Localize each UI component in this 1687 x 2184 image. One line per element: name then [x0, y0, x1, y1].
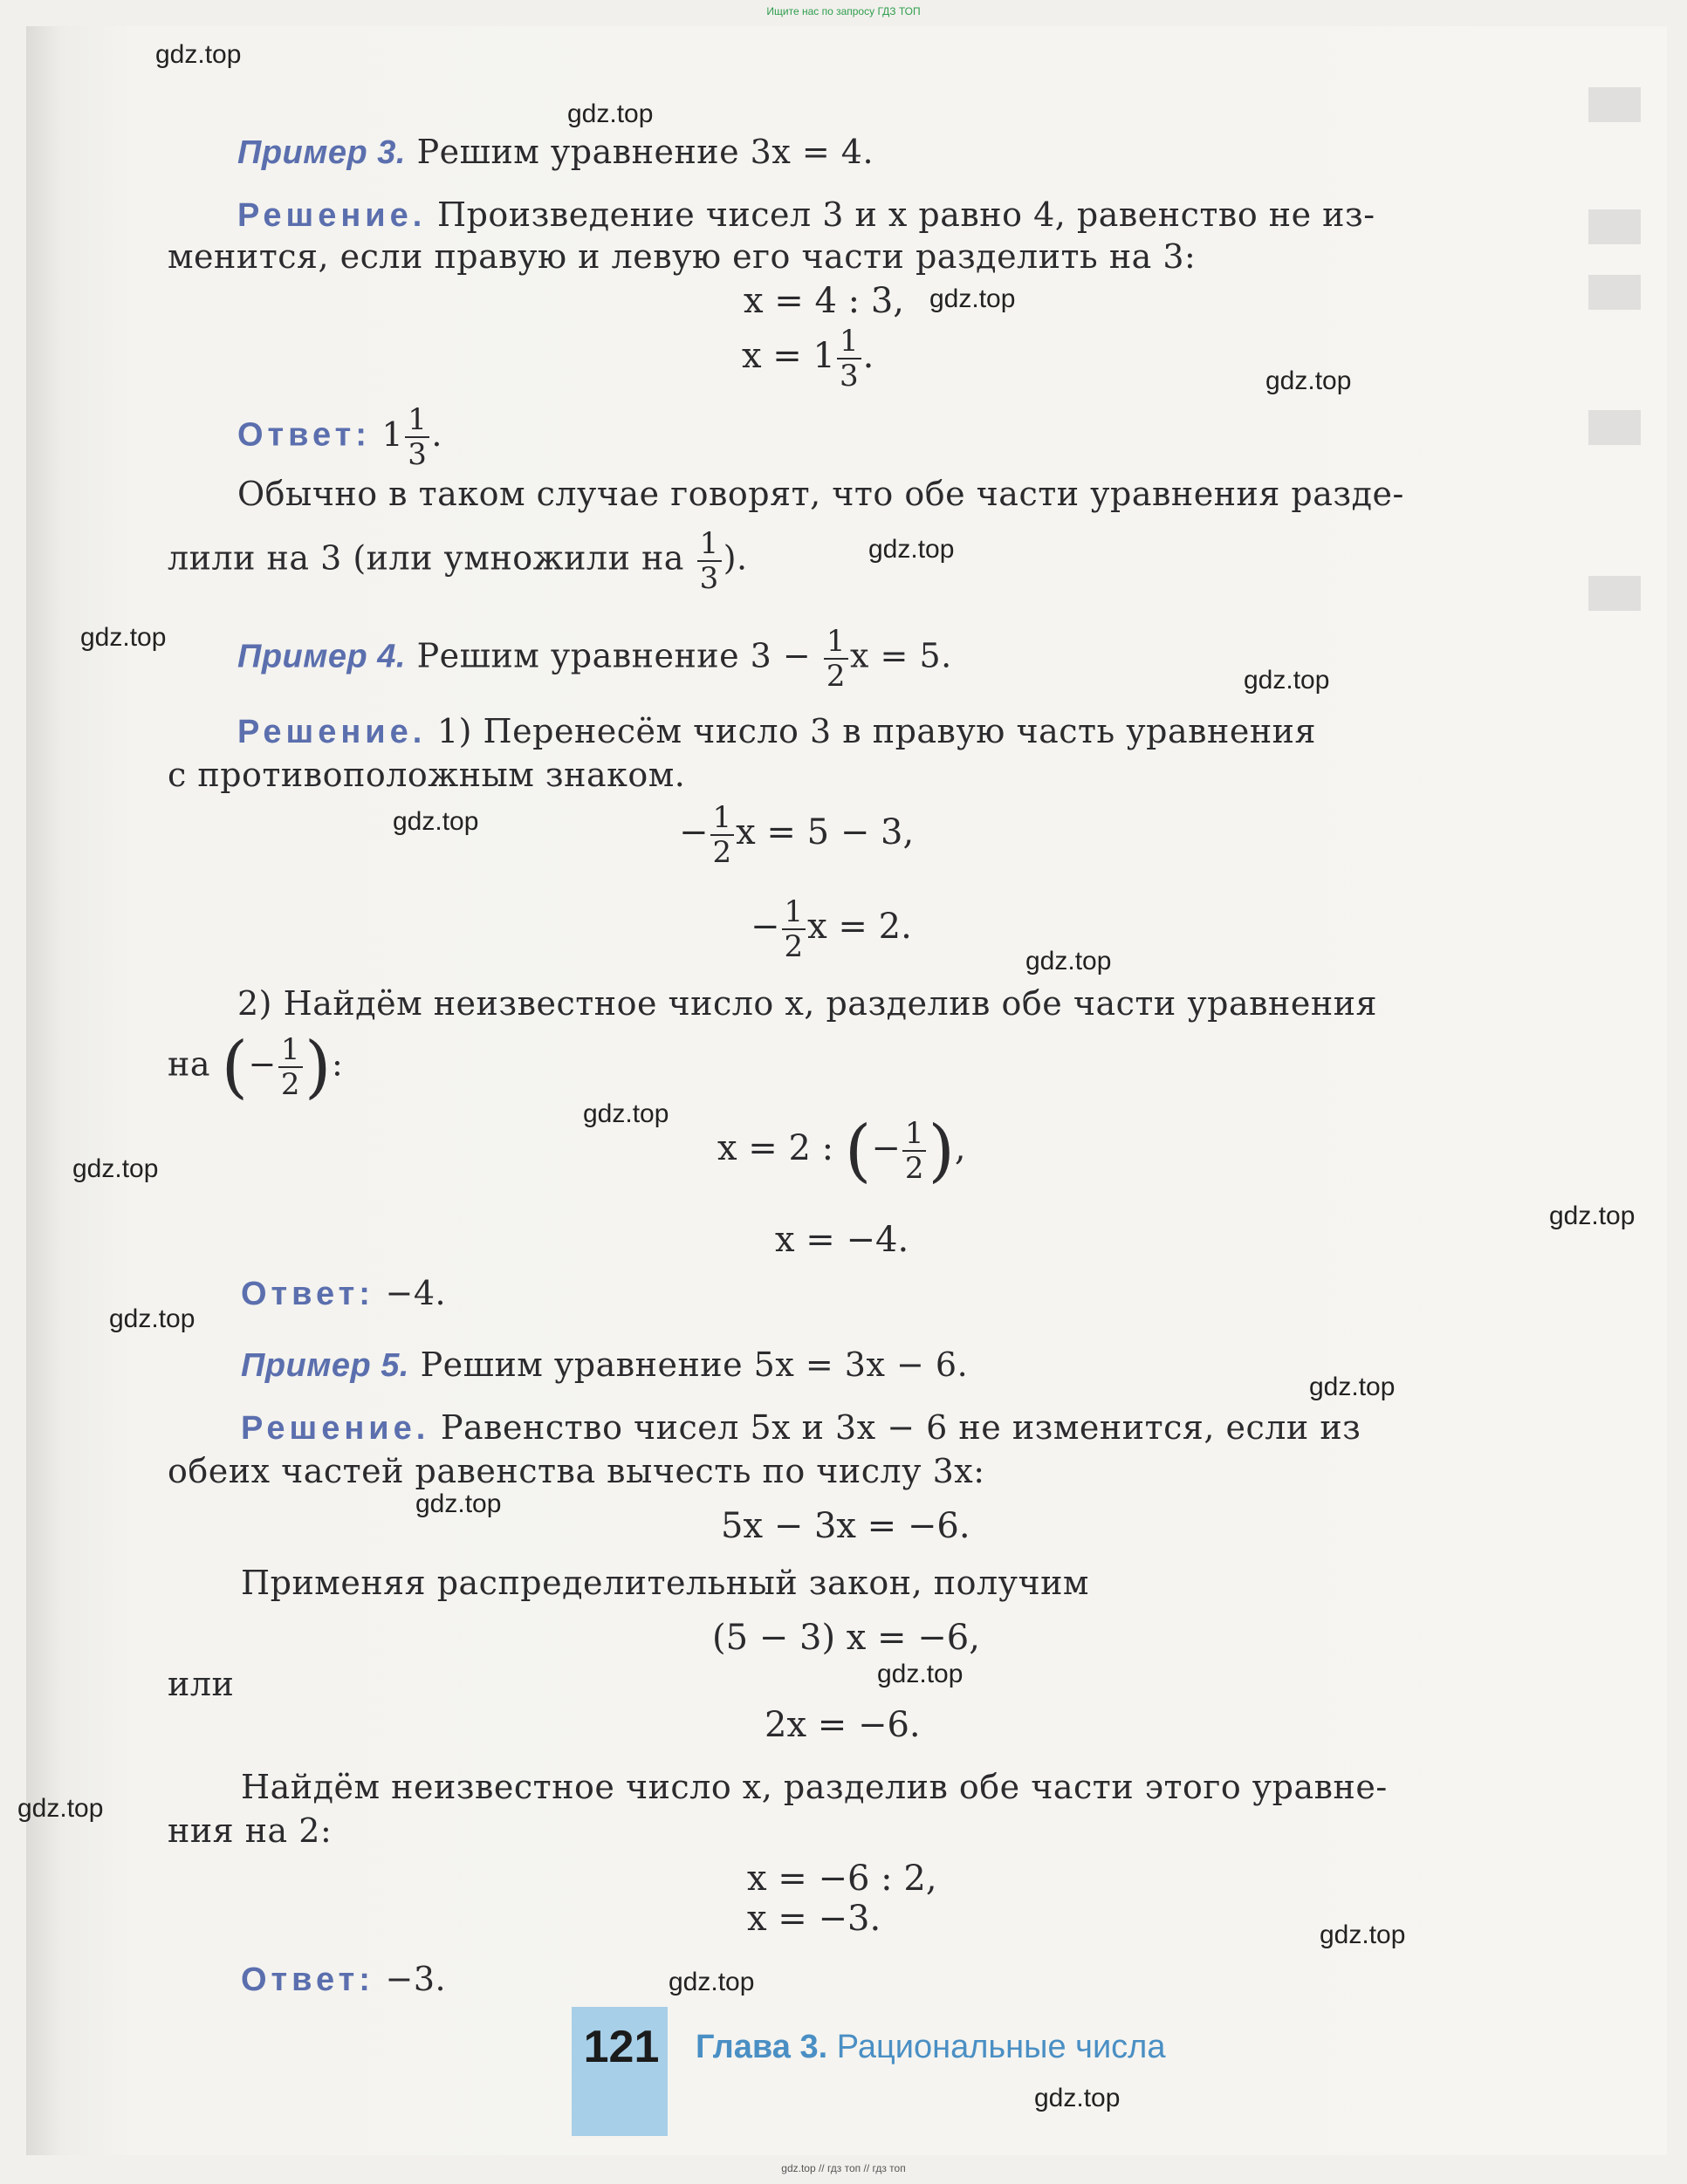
watermark: gdz.top	[583, 1099, 669, 1128]
example-text: Решим уравнение 3x = 4.	[416, 133, 874, 171]
solution-line	[237, 195, 1375, 235]
solution-label: Решение.	[237, 197, 427, 234]
text-line: Применяя распределительный закон, получим	[241, 1564, 1089, 1602]
equation: x = 1 $\frac{1}{3}$ .	[742, 324, 874, 394]
watermark: gdz.top	[393, 807, 479, 836]
fraction: $\frac{1}{2}$	[278, 1033, 303, 1101]
bleed-through-mark	[1588, 410, 1641, 445]
equation: (5 − 3) x = −6,	[712, 1618, 980, 1658]
example-label: Пример 3.	[237, 134, 406, 171]
watermark: gdz.top	[109, 1304, 195, 1333]
watermark: gdz.top	[72, 1154, 159, 1183]
equation: − $\frac{1}{2}$ x = 2.	[751, 894, 912, 964]
solution-line: Решение. 1) Перенесём число 3 в правую часть уравнения	[237, 712, 1316, 750]
answer-label: Ответ:	[241, 1961, 374, 1998]
fraction: $\frac{1}{3}$	[837, 325, 861, 393]
chapter-label: Глава 3.	[696, 2029, 828, 2065]
example-5-heading: Пример 5. Решим уравнение 5x = 3x − 6.	[241, 1345, 969, 1384]
watermark: gdz.top	[929, 284, 1016, 313]
equation: 5x − 3x = −6.	[721, 1506, 970, 1546]
solution-line: с противоположным знаком.	[168, 756, 686, 794]
answer-line	[241, 1960, 446, 1999]
bleed-through-mark	[1588, 87, 1641, 122]
solution-text: Произведение чисел 3 и x равно 4, равенство не из-	[436, 195, 1375, 234]
fraction: $\frac{1}{2}$	[710, 801, 735, 869]
watermark: gdz.top	[155, 40, 242, 69]
answer-line	[241, 1274, 446, 1313]
solution-line: менится, если правую и левую его части разделить на 3:	[168, 237, 1197, 276]
answer-value: 1 $\frac{1}{3}$ .	[381, 402, 442, 472]
answer-line	[237, 403, 442, 471]
watermark: gdz.top	[868, 535, 955, 564]
equation: − $\frac{1}{2}$ x = 5 − 3,	[679, 800, 915, 870]
text-line: Найдём неизвестное число x, разделив обе части этого уравне-	[241, 1768, 1388, 1806]
watermark: gdz.top	[1025, 947, 1112, 976]
example-label: Пример 5.	[241, 1347, 409, 1384]
fraction: $\frac{1}{3}$	[405, 403, 429, 471]
answer-value: −3.	[385, 1960, 447, 1998]
solution-label: Решение.	[237, 714, 427, 750]
watermark: gdz.top	[1309, 1373, 1396, 1401]
bleed-through-mark	[1588, 209, 1641, 244]
watermark: gdz.top	[1265, 366, 1352, 395]
solution-line: обеих частей равенства вычесть по числу 3x:	[168, 1452, 985, 1490]
watermark: gdz.top	[1034, 2084, 1121, 2112]
watermark: gdz.top	[415, 1489, 502, 1518]
answer-value: −4.	[385, 1274, 447, 1312]
example-label: Пример 4.	[237, 638, 406, 675]
watermark: gdz.top	[1244, 666, 1330, 695]
watermark: gdz.top	[1320, 1920, 1406, 1949]
note-line: лили на 3 (или умножили на $\frac{1}{3}$ ).	[168, 526, 748, 596]
watermark: gdz.top	[567, 99, 654, 128]
watermark: gdz.top	[669, 1968, 755, 1996]
bleed-through-mark	[1588, 576, 1641, 611]
note-line: Обычно в таком случае говорят, что обе части уравнения разде-	[237, 475, 1404, 513]
example-4-heading: Пример 4. Решим уравнение 3 − $\frac{1}{2}$ x = 5.	[237, 624, 952, 694]
answer-label: Ответ:	[241, 1276, 374, 1312]
fraction: $\frac{1}{2}$	[902, 1117, 927, 1185]
top-banner: Ищите нас по запросу ГДЗ ТОП	[766, 5, 921, 17]
watermark: gdz.top	[877, 1660, 964, 1688]
step-line: 2) Найдём неизвестное число x, разделив обе части уравнения	[237, 984, 1377, 1023]
watermark: gdz.top	[17, 1794, 104, 1823]
chapter-name: Рациональные числа	[836, 2029, 1166, 2065]
example-3-heading	[237, 133, 874, 172]
step-line: на (− $\frac{1}{2}$ ):	[168, 1028, 344, 1106]
watermark: gdz.top	[80, 623, 167, 652]
bleed-through-mark	[1588, 275, 1641, 310]
equation: x = −6 : 2,	[747, 1859, 937, 1899]
bottom-banner: gdz.top // гдз топ // гдз топ	[781, 2162, 906, 2174]
fraction: $\frac{1}{2}$	[782, 895, 806, 963]
equation: 2x = −6.	[765, 1705, 921, 1745]
solution-label: Решение.	[241, 1410, 430, 1447]
text-line: ния на 2:	[168, 1811, 333, 1850]
fraction: $\frac{1}{3}$	[697, 527, 722, 595]
equation: x = 2 : (− $\frac{1}{2}$ ),	[717, 1112, 966, 1190]
solution-line: Решение. Равенство чисел 5x и 3x − 6 не изменится, если из	[241, 1408, 1361, 1447]
answer-label: Ответ:	[237, 416, 371, 454]
watermark: gdz.top	[1549, 1202, 1636, 1230]
equation: x = −3.	[747, 1899, 881, 1939]
chapter-title	[696, 2029, 1166, 2066]
equation: x = 4 : 3,	[744, 281, 905, 321]
fraction: $\frac{1}{2}$	[824, 625, 848, 693]
equation: x = −4.	[775, 1220, 909, 1260]
text-line: или	[168, 1665, 235, 1703]
page-number: 121	[583, 2022, 660, 2072]
